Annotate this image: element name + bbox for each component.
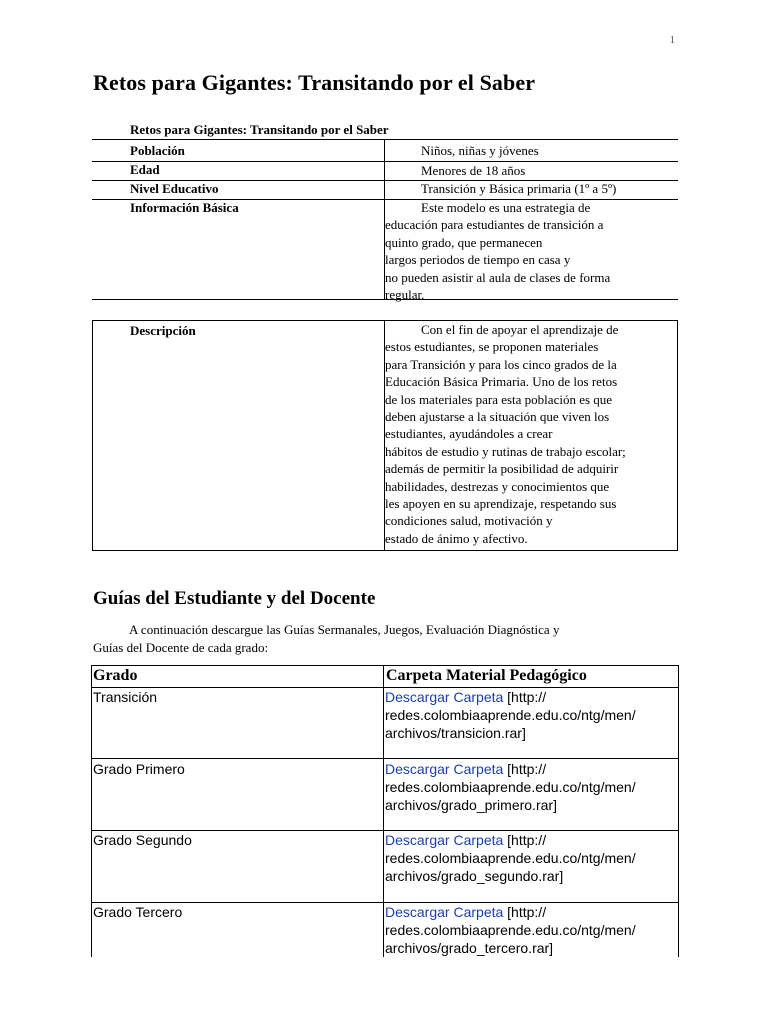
download-link[interactable]: Descargar Carpeta	[385, 689, 504, 705]
page-number: 1	[669, 34, 675, 46]
row-value-nivel: Transición y Básica primaria (1º a 5º)	[421, 181, 617, 196]
header-grado: Grado	[93, 667, 138, 684]
download-cell: Descargar Carpeta [http:// redes.colombiaaprende.edu.co/ntg/men/ archivos/transicion.rar]	[385, 689, 636, 741]
row-value-poblacion: Niños, niñas y jóvenes	[421, 143, 539, 158]
row-label-poblacion: Población	[130, 143, 185, 158]
row-label-edad: Edad	[130, 162, 160, 177]
section-title: Guías del Estudiante y del Docente	[93, 588, 376, 609]
download-link[interactable]: Descargar Carpeta	[385, 761, 504, 777]
row-value-edad: Menores de 18 años	[421, 163, 526, 178]
page-title: Retos para Gigantes: Transitando por el Saber	[93, 70, 536, 95]
download-cell: Descargar Carpeta [http:// redes.colombiaaprende.edu.co/ntg/men/ archivos/grado_primero.rar]	[385, 761, 636, 813]
grado-name: Grado Segundo	[93, 832, 192, 848]
row-label-descripcion: Descripción	[130, 323, 196, 338]
row-value-descripcion: Con el fin de apoyar el aprendizaje de estos estudiantes, se proponen materiales para Transición y para los cinco grados de la Educación Básica Primaria. Uno de los retos de los materiales para esta población es que deben ajustarse a la situación que viven los estudiantes, ayudándoles a crear hábitos de estudio y rutinas de trabajo escolar; además de permitir la posibilidad de adquirir habilidades, destrezas y conocimientos que les apoyen en su aprendizaje, respetando sus condiciones salud, motivación y estado de ánimo y afectivo.	[385, 322, 626, 546]
download-link[interactable]: Descargar Carpeta	[385, 832, 504, 848]
download-cell: Descargar Carpeta [http:// redes.colombiaaprende.edu.co/ntg/men/ archivos/grado_tercero.rar]	[385, 904, 636, 956]
info-table-caption: Retos para Gigantes: Transitando por el Saber	[130, 122, 389, 137]
row-value-informacion: Este modelo es una estrategia de educación para estudiantes de transición a quinto grado, que permanecen largos periodos de tiempo en casa y no pueden asistir al aula de clases de forma regular.	[385, 200, 611, 303]
grado-table	[91, 665, 679, 957]
row-label-nivel: Nivel Educativo	[130, 181, 219, 196]
download-link[interactable]: Descargar Carpeta	[385, 904, 504, 920]
grado-name: Grado Primero	[93, 761, 185, 777]
grado-name: Transición	[93, 689, 158, 705]
header-carpeta: Carpeta Material Pedagógico	[386, 667, 587, 684]
intro-paragraph: A continuación descargue las Guías Sermanales, Juegos, Evaluación Diagnóstica y Guías del Docente de cada grado:	[93, 622, 560, 655]
download-cell: Descargar Carpeta [http:// redes.colombiaaprende.edu.co/ntg/men/ archivos/grado_segundo.rar]	[385, 832, 636, 884]
row-label-informacion: Información Básica	[130, 200, 239, 215]
grado-name: Grado Tercero	[93, 904, 183, 920]
